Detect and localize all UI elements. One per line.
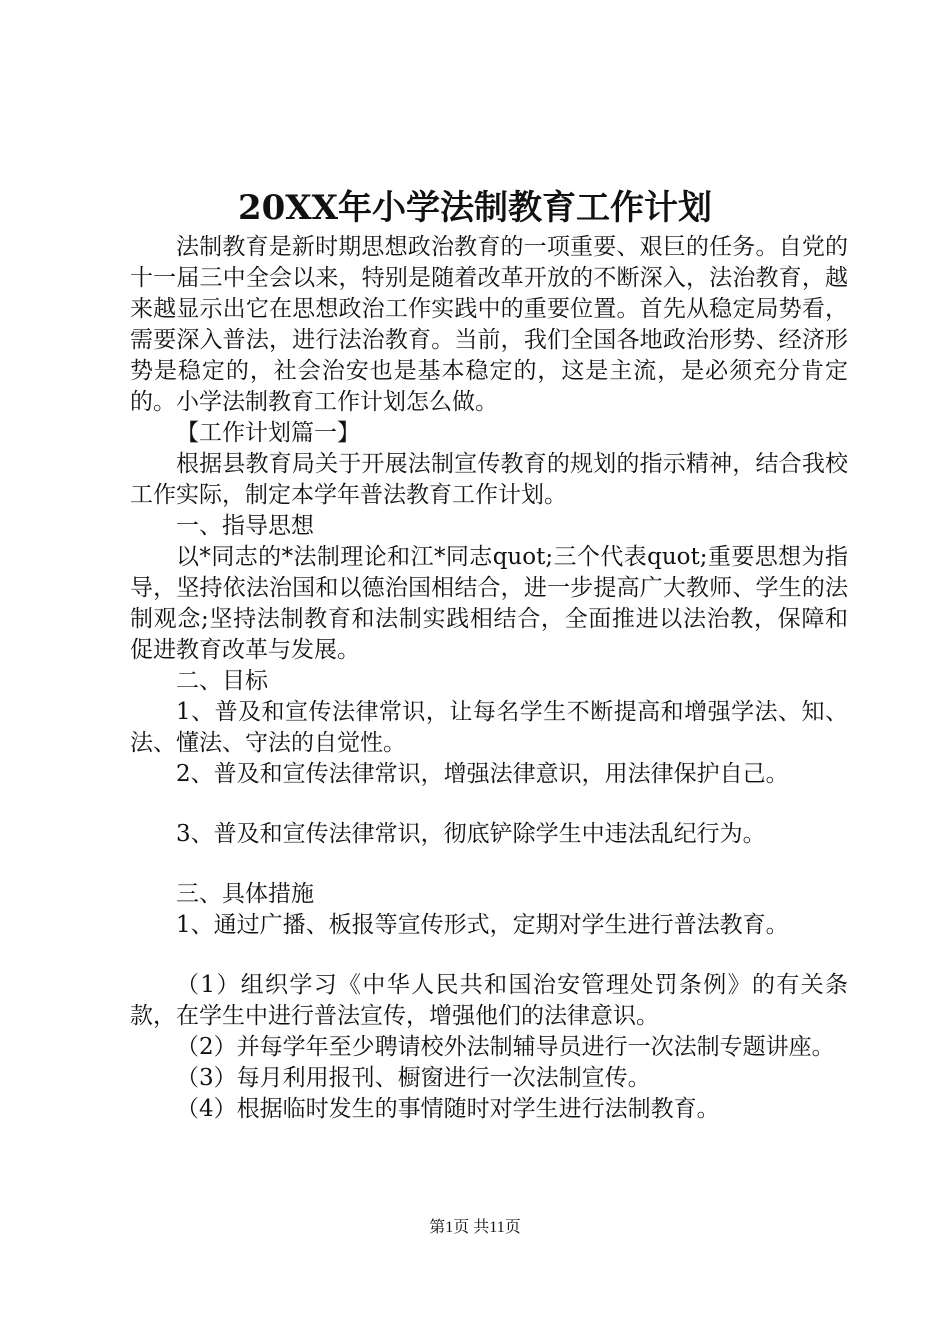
measure-sub-item-3: （3）每月利用报刊、橱窗进行一次法制宣传。 (176, 1065, 651, 1091)
page-number-footer: 第1页 共11页 (429, 1219, 521, 1236)
measure-sub-item-2: （2）并每学年至少聘请校外法制辅导员进行一次法制专题讲座。 (176, 1034, 835, 1060)
goal-item-1: 1、普及和宣传法律常识，让每名学生不断提高和增强学法、知、法、懂法、守法的自觉性。 (130, 699, 848, 756)
section-heading-plan-one: 【工作计划篇一】 (176, 420, 360, 446)
goal-item-3: 3、普及和宣传法律常识，彻底铲除学生中违法乱纪行为。 (176, 821, 766, 847)
document-body (130, 232, 848, 1125)
heading-guiding-ideology: 一、指导思想 (176, 513, 314, 539)
guiding-ideology-paragraph: 以*同志的*法制理论和江*同志quot;三个代表quot;重要思想为指导，坚持依法治国和以德治国相结合，进一步提高广大教师、学生的法制观念;坚持法制教育和法制实践相结合，全面推进以法治教，保障和促进教育改革与发展。 (130, 544, 848, 663)
goal-item-2: 2、普及和宣传法律常识，增强法律意识，用法律保护自己。 (176, 761, 789, 787)
heading-measures: 三、具体措施 (176, 881, 314, 907)
heading-goals: 二、目标 (176, 668, 268, 694)
intro-paragraph: 法制教育是新时期思想政治教育的一项重要、艰巨的任务。自党的十一届三中全会以来，特别是随着改革开放的不断深入，法治教育，越来越显示出它在思想政治工作实践中的重要位置。首先从稳定局势看，需要深入普法，进行法治教育。当前，我们全国各地政治形势、经济形势是稳定的，社会治安也是基本稳定的，这是主流，是必须充分肯定的。小学法制教育工作计划怎么做。 (130, 234, 848, 415)
plan-paragraph: 根据县教育局关于开展法制宣传教育的规划的指示精神，结合我校工作实际，制定本学年普法教育工作计划。 (130, 451, 848, 508)
measure-item-1: 1、通过广播、板报等宣传形式，定期对学生进行普法教育。 (176, 912, 789, 938)
measure-sub-item-1: （1）组织学习《中华人民共和国治安管理处罚条例》的有关条款，在学生中进行普法宣传，增强他们的法律意识。 (130, 972, 848, 1029)
measure-sub-item-4: （4）根据临时发生的事情随时对学生进行法制教育。 (176, 1096, 720, 1122)
document-title: 20XX年小学法制教育工作计划 (237, 188, 713, 228)
